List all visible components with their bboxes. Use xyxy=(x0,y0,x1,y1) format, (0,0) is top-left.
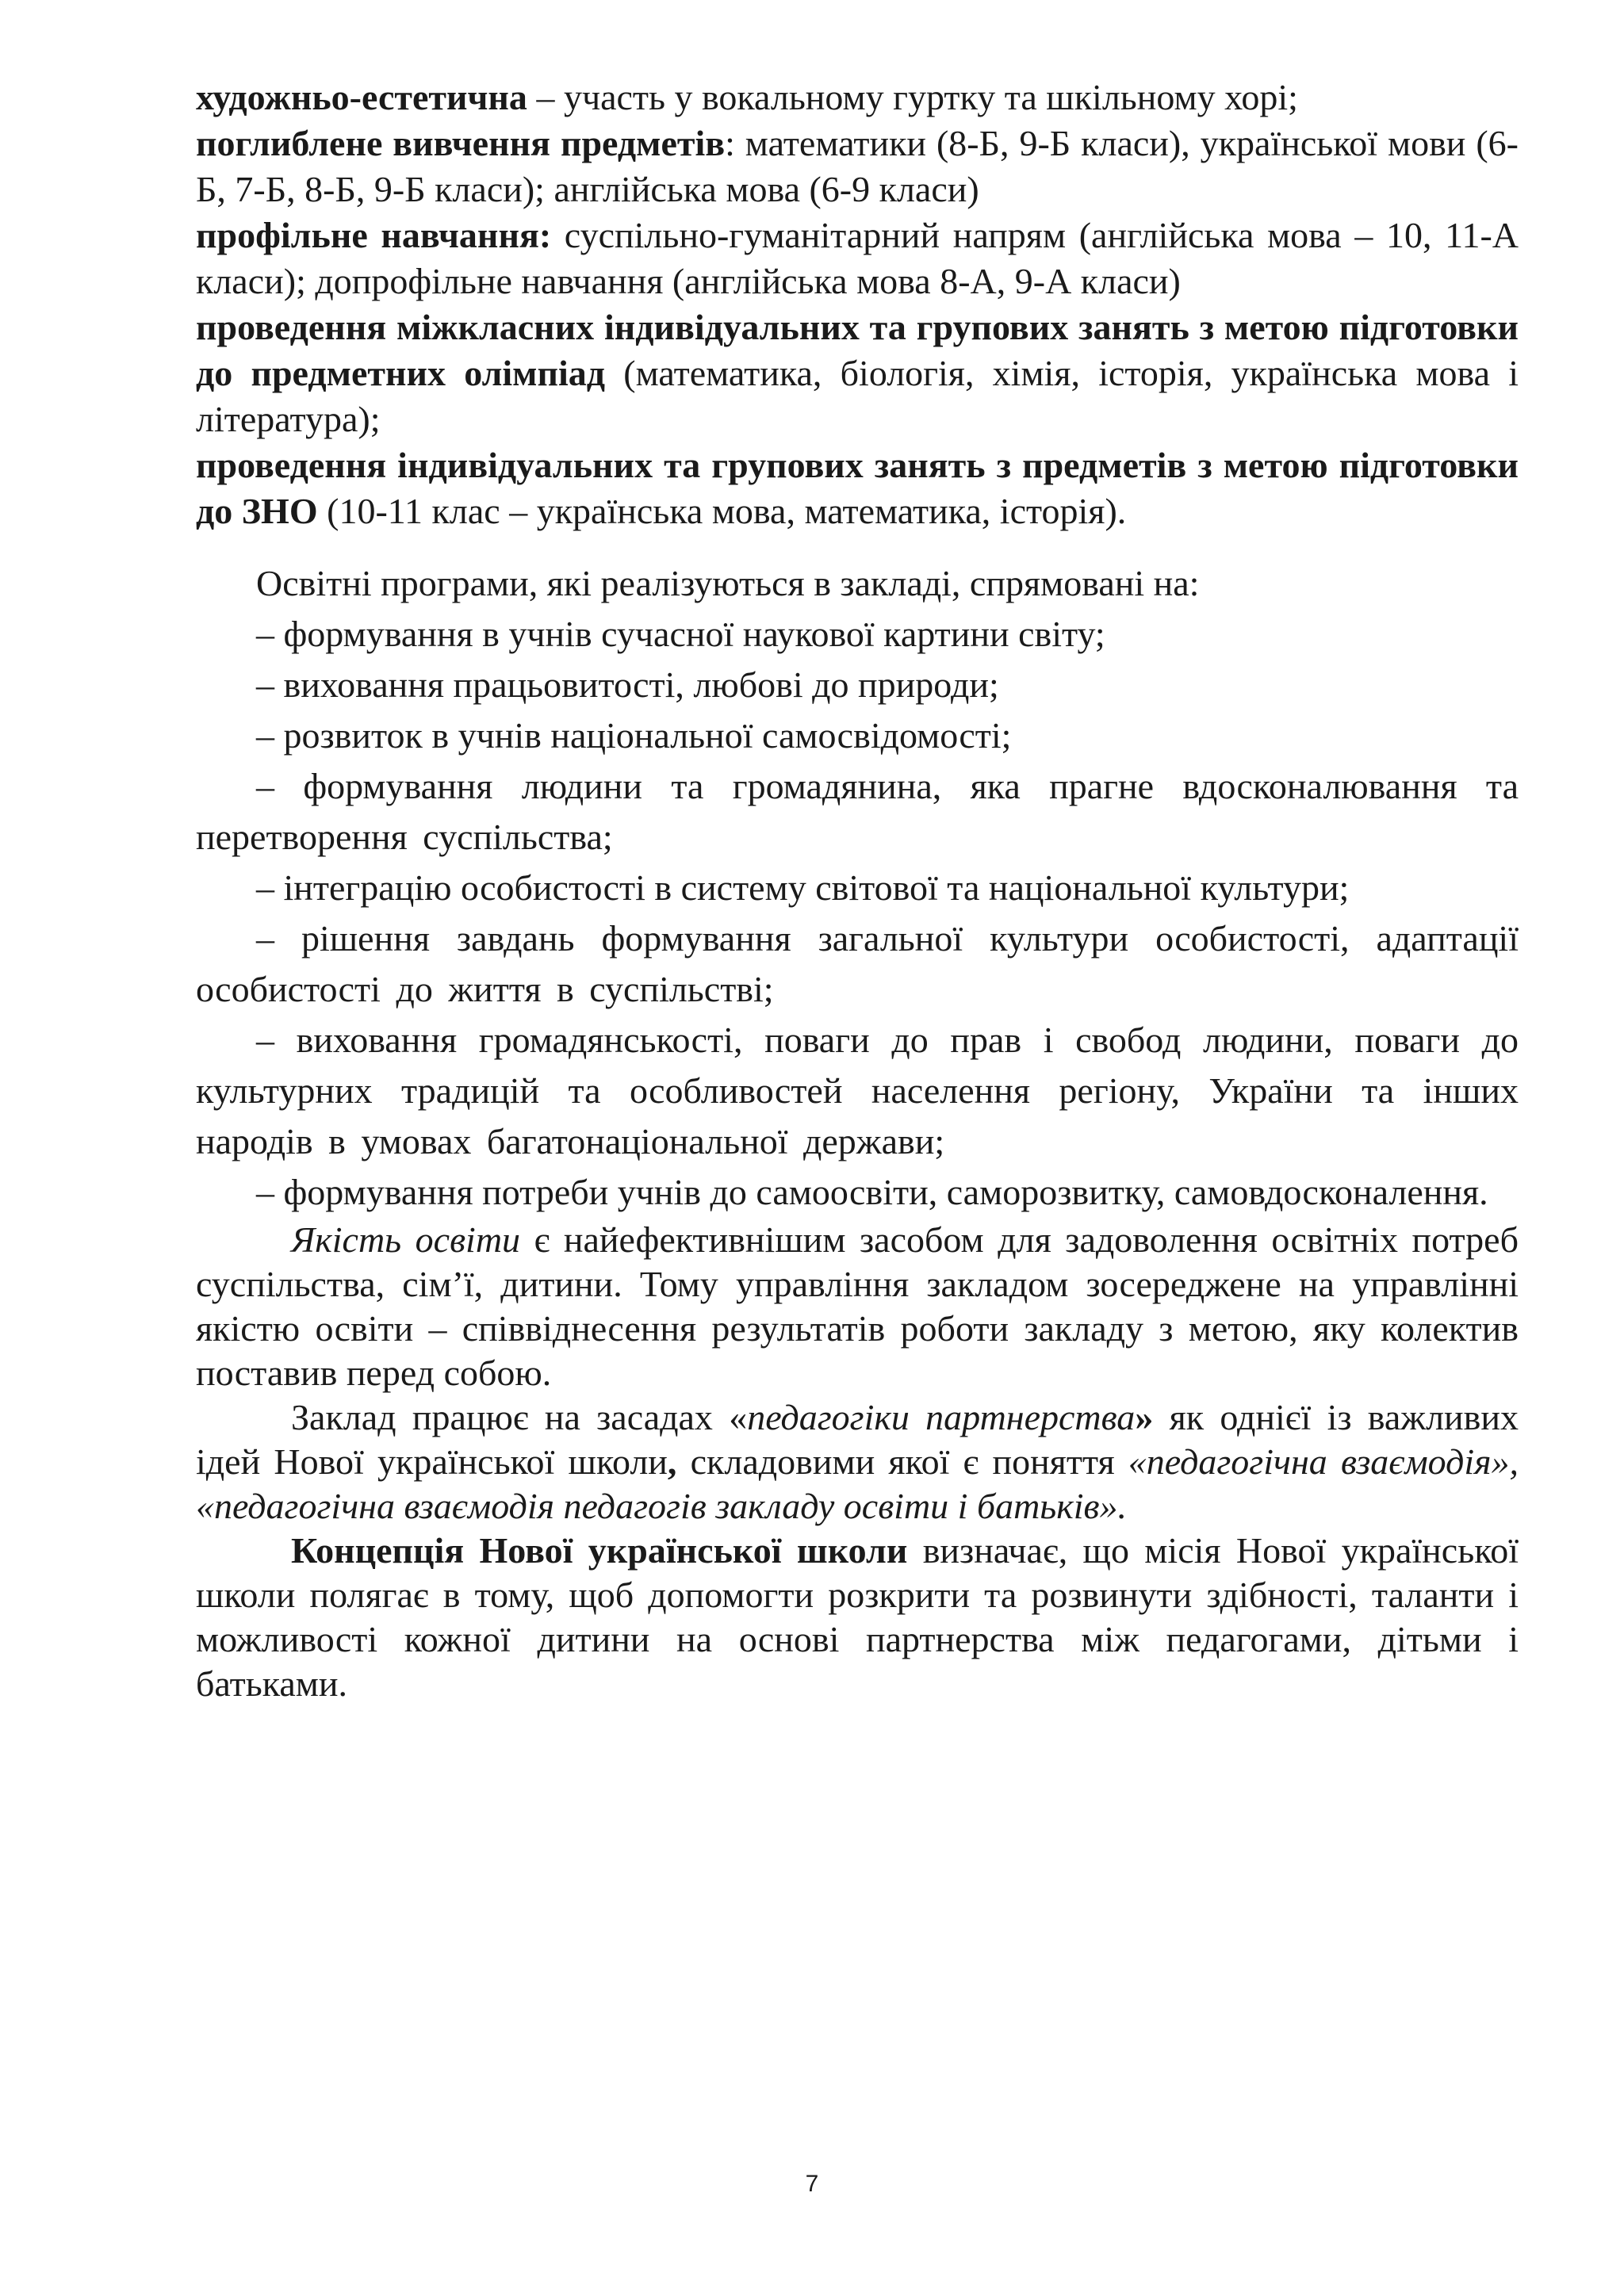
document-page xyxy=(196,75,1519,1706)
partnership-lead: Заклад працює на засадах xyxy=(291,1397,730,1437)
partnership-paragraph xyxy=(196,1395,1519,1529)
program-item: – виховання працьовитості, любові до природи; xyxy=(256,664,999,705)
activity-title: поглиблене вивчення предметів xyxy=(196,123,726,163)
partnership-terms: «педагогічна взаємодія», «педагогічна взаємодія педагогів закладу освіти і батьків». xyxy=(196,1441,1519,1526)
activity-text: : математики (8-Б, 9-Б класи), української мови (6-Б, 7-Б, 8-Б, 9-Б класи); англійська мова (6-9 класи) xyxy=(196,123,1519,209)
activities-section xyxy=(196,75,1519,534)
activity-paragraph xyxy=(196,212,1519,304)
concept-title: Концепція Нової української школи xyxy=(291,1530,908,1571)
activity-paragraph xyxy=(196,121,1519,212)
partnership-mid: як однієї із важливих ідей Нової української школи xyxy=(196,1397,1519,1482)
activity-text: (математика, біологія, хімія, історія, українська мова і література); xyxy=(196,353,1519,439)
activity-text: – участь у вокальному гуртку та шкільному хорі; xyxy=(527,77,1298,117)
page-number: 7 xyxy=(805,2171,819,2197)
partnership-term: педагогіки партнерства xyxy=(747,1397,1136,1437)
concept-text: визначає, що місія Нової української школи полягає в тому, щоб допомогти розкрити та розвинути здібності, таланти і можливості кожної дитини на основі партнерства між педагогами, дітьми і батьками. xyxy=(196,1530,1519,1704)
program-item: – інтеграцію особистості в систему світової та національної культури; xyxy=(256,867,1350,908)
quote-open: « xyxy=(729,1397,748,1437)
activity-title: проведення міжкласних індивідуальних та групових занять з метою підготовки до предметних олімпіад xyxy=(196,307,1519,393)
activity-text: (10-11 клас – українська мова, математика, історія). xyxy=(317,491,1127,531)
closing-section xyxy=(196,1218,1519,1706)
quality-paragraph xyxy=(196,1218,1519,1395)
program-item: – розвиток в учнів національної самосвідомості; xyxy=(256,715,1012,756)
program-item: – формування людини та громадянина, яка прагне вдосконалювання та перетворення суспільства; xyxy=(196,766,1519,857)
quality-text: є найефективнішим засобом для задоволення освітніх потреб суспільства, сім’ї, дитини. Тому управління закладом зосереджене на управлінні якістю освіти – співвіднесення результатів роботи закладу з метою, яку колектив поставив перед собою. xyxy=(196,1219,1519,1393)
activity-title: профільне навчання: xyxy=(196,215,552,255)
quality-term: Якість освіти xyxy=(291,1219,521,1260)
activity-paragraph xyxy=(196,442,1519,534)
concept-paragraph xyxy=(196,1529,1519,1706)
program-item: – рішення завдань формування загальної культури особистості, адаптації особистості до життя в суспільстві; xyxy=(196,918,1519,1009)
activity-text: суспільно-гуманітарний напрям (англійська мова – 10, 11-А класи); допрофільне навчання (англійська мова 8-А, 9-А класи) xyxy=(196,215,1519,301)
program-item: – формування в учнів сучасної наукової картини світу; xyxy=(256,614,1105,654)
programs-intro: Освітні програми, які реалізуються в закладі, спрямовані на: xyxy=(256,563,1200,603)
program-item: – формування потреби учнів до самоосвіти, саморозвитку, самовдосконалення. xyxy=(256,1172,1488,1212)
activity-paragraph xyxy=(196,75,1519,121)
partnership-comma: , xyxy=(667,1441,677,1482)
program-item: – виховання громадянськості, поваги до прав і свобод людини, поваги до культурних традицій та особливостей населення регіону, України та інших народів в умовах багатонаціональної держави; xyxy=(196,1020,1519,1161)
partnership-tail: складовими якої є поняття xyxy=(676,1441,1128,1482)
programs-section xyxy=(196,558,1519,1218)
activity-title: проведення індивідуальних та групових занять з предметів з метою підготовки до ЗНО xyxy=(196,445,1519,531)
activity-paragraph xyxy=(196,304,1519,442)
quote-close: » xyxy=(1135,1397,1154,1437)
activity-title: художньо-естетична xyxy=(196,77,527,117)
